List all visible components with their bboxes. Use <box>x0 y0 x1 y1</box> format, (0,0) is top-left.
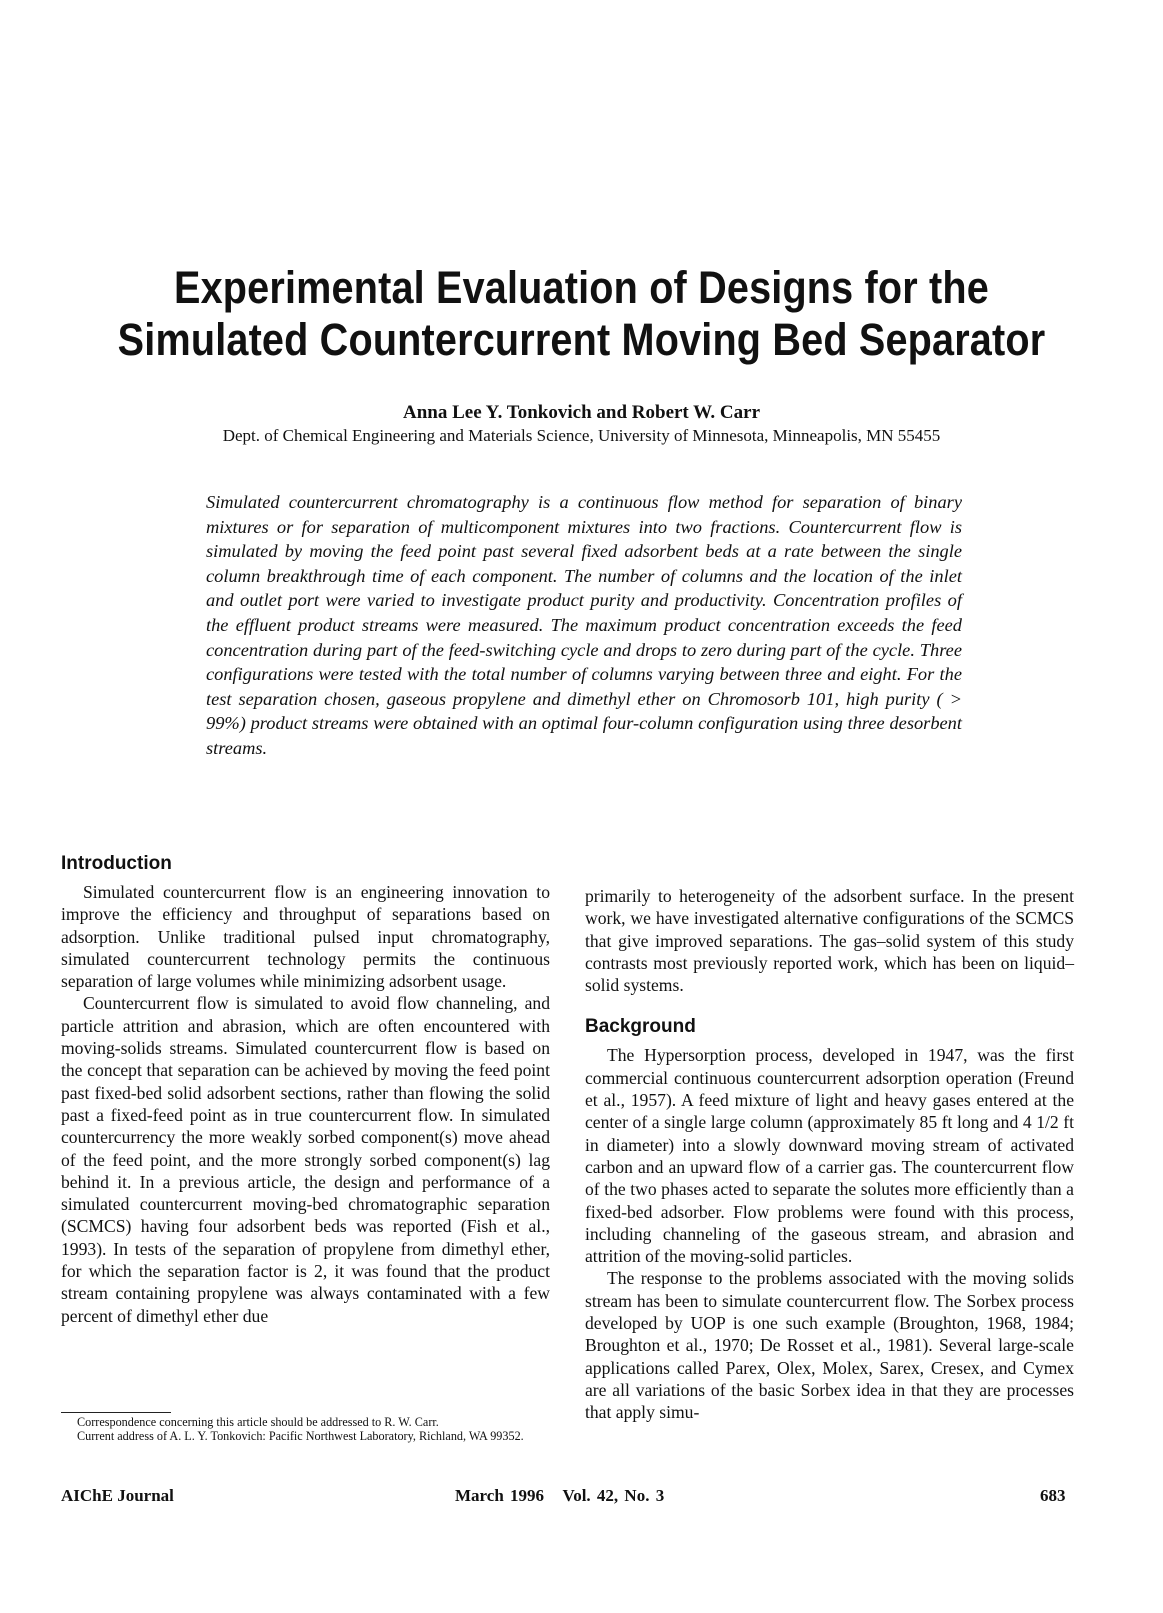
introduction-paragraph: Simulated countercurrent flow is an engineering innovation to improve the efficiency and throughput of separations based on adsorption. Unlike traditional pulsed input chromatography, simulated countercurrent technology permits the continuous separation of large volumes while minimizing adsorbent usage. <box>61 882 550 992</box>
introduction-paragraph: Countercurrent flow is simulated to avoid flow channeling, and particle attrition and abrasion, which are often encountered with moving-solids streams. Simulated countercurrent flow is based on the concept that separation can be achieved by moving the feed point past fixed-bed solid adsorbent sections, rather than flowing the solid past a fixed-feed point as in true countercurrent flow. In simulated countercurrency the more weakly sorbed component(s) move ahead of the feed point, and the more strongly sorbed component(s) lag behind it. In a previous article, the design and performance of a simulated countercurrent moving-bed chromatographic separation (SCMCS) having four adsorbent beds was reported (Fish et al., 1993). In tests of the separation of propylene from dimethyl ether, for which the separation factor is 2, it was found that the product stream containing propylene was always contaminated with a few percent of dimethyl ether due <box>61 993 550 1326</box>
author-affiliation: Dept. of Chemical Engineering and Materials Science, University of Minnesota, Minneapolis, MN 55455 <box>222 426 941 445</box>
introduction-heading: Introduction <box>61 853 172 874</box>
introduction-continuation: primarily to heterogeneity of the adsorbent surface. In the present work, we have investigated alternative configurations of the SCMCS that give improved separations. The gas–solid system of this study contrasts most previously reported work, which has been on liquid–solid systems. <box>585 886 1074 996</box>
right-column <box>585 885 1074 1424</box>
title-line-2: Simulated Countercurrent Moving Bed Separator <box>117 314 1046 365</box>
author-names: Anna Lee Y. Tonkovich and Robert W. Carr <box>402 402 761 423</box>
footnote-address: Current address of A. L. Y. Tonkovich: Pacific Northwest Laboratory, Richland, WA 99352. <box>77 1428 524 1443</box>
left-column <box>61 851 550 1327</box>
footnotes <box>61 1416 550 1443</box>
background-paragraph: The response to the problems associated with the moving solids stream has been to simulate countercurrent flow. The Sorbex process developed by UOP is one such example (Broughton, 1968, 1984; Broughton et al., 1970; De Rosset et al., 1981). Several large-scale applications called Parex, Olex, Molex, Sarex, Cresex, and Cymex are all variations of the basic Sorbex idea in that they are processes that apply simu- <box>585 1268 1074 1423</box>
footer-issue-info: March 1996 Vol. 42, No. 3 <box>455 1486 665 1505</box>
title-line-1: Experimental Evaluation of Designs for the <box>174 262 989 313</box>
background-heading: Background <box>585 1016 696 1038</box>
footer-journal-name: AIChE Journal <box>61 1486 174 1505</box>
article-title <box>105 262 1058 366</box>
abstract: Simulated countercurrent chromatography is a continuous flow method for separation of binary mixtures or for separation of multicomponent mixtures into two fractions. Countercurrent flow is simulated by moving the feed point past several fixed adsorbent beds at a rate between the single column breakthrough time of each component. The number of columns and the location of the inlet and outlet port were varied to investigate product purity and productivity. Concentration profiles of the effluent product streams were measured. The maximum product concentration exceeds the feed concentration during part of the feed-switching cycle and drops to zero during part of the cycle. Three configurations were tested with the total number of columns varying between three and eight. For the test separation chosen, gaseous propylene and dimethyl ether on Chromosorb 101, high purity ( > 99%) product streams were obtained with an optimal four-column configuration using three desorbent streams. <box>206 492 962 758</box>
footer-page-number: 683 <box>1040 1486 1066 1505</box>
footnote-divider <box>61 1412 171 1413</box>
footnote-correspondence: Correspondence concerning this article should be addressed to R. W. Carr. <box>77 1415 439 1429</box>
background-paragraph: The Hypersorption process, developed in 1947, was the first commercial continuous countercurrent adsorption operation (Freund et al., 1957). A feed mixture of light and heavy gases entered at the center of a single large column (approximately 85 ft long and 4 1/2 ft in diameter) into a slowly downward moving stream of activated carbon and an upward flow of a carrier gas. The countercurrent flow of the two phases acted to separate the solutes more efficiently than a fixed-bed adsorber. Flow problems were found with this process, including channeling of the gaseous stream, and abrasion and attrition of the moving-solid particles. <box>585 1045 1074 1267</box>
